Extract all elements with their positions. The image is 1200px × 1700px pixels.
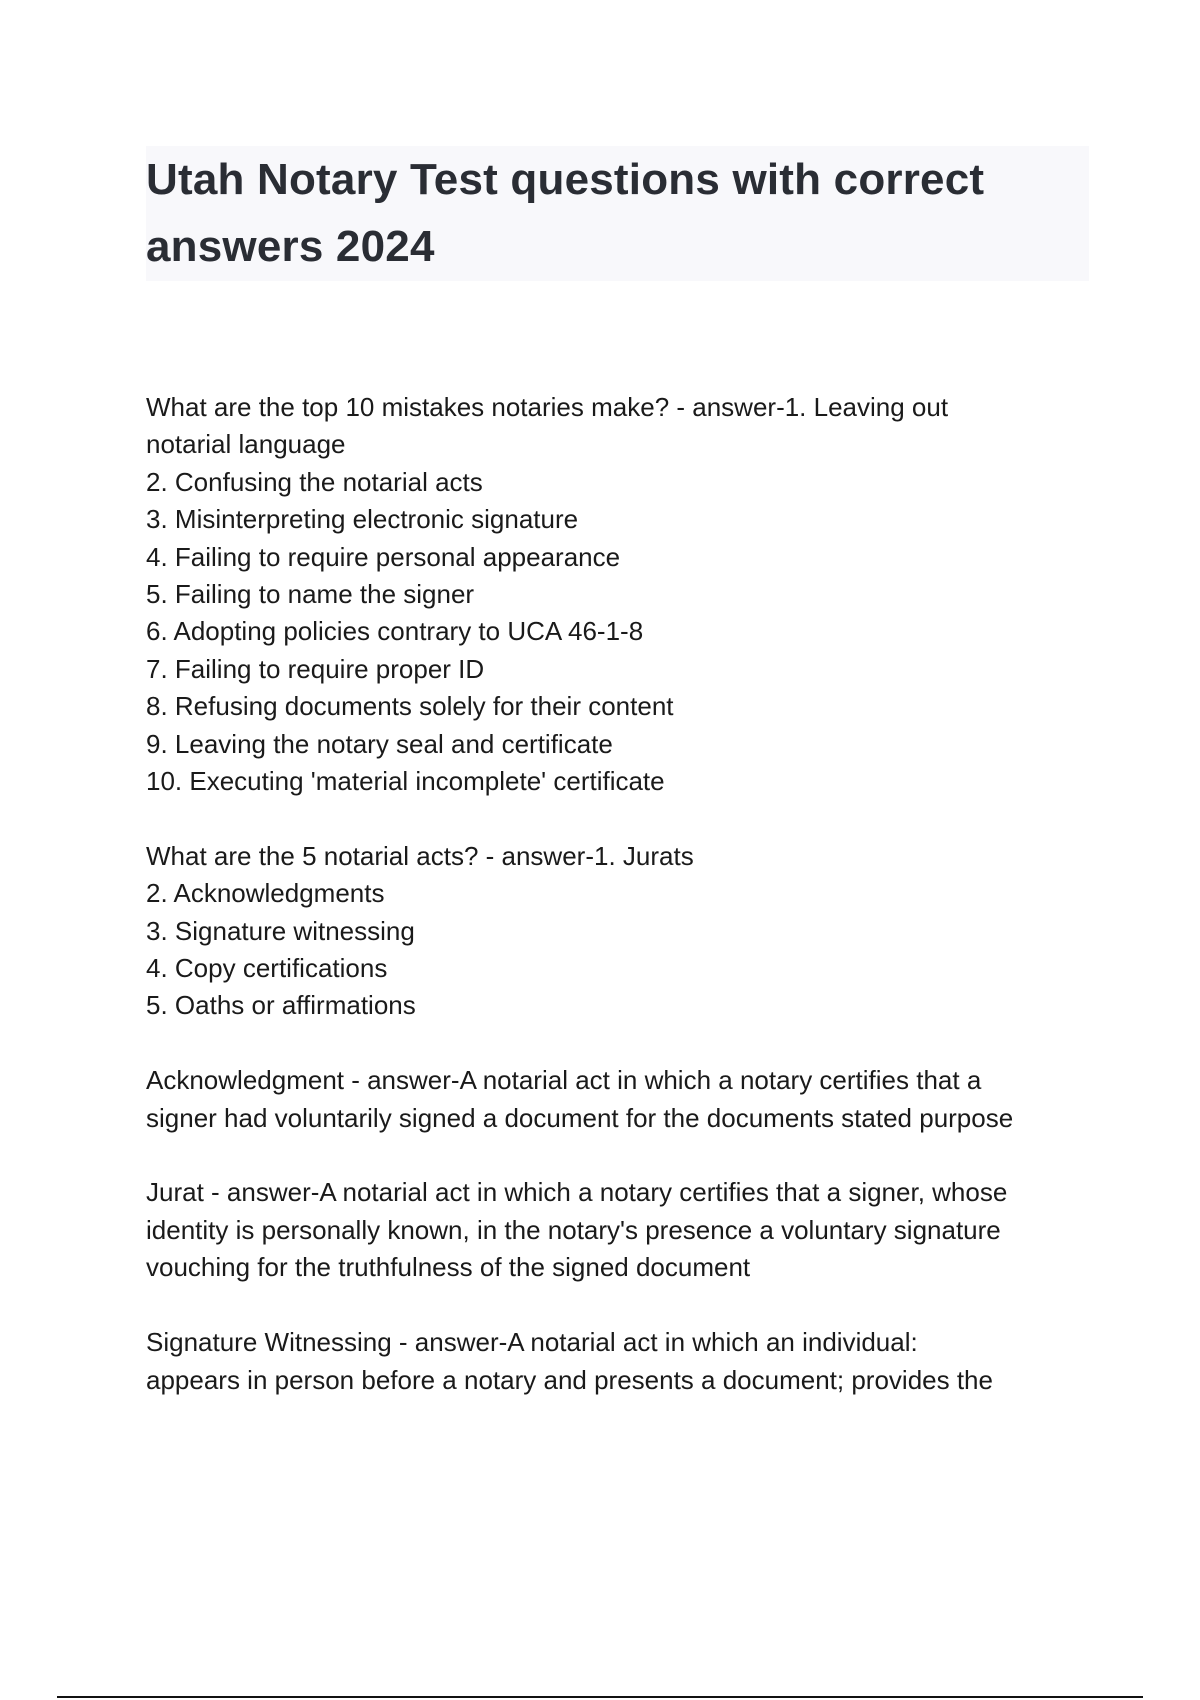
text-line: appears in person before a notary and presents a document; provides the xyxy=(146,1364,993,1395)
text-line: 4. Copy certifications xyxy=(146,953,388,984)
text-line: 5. Failing to name the signer xyxy=(146,579,475,610)
text-line: signer had voluntarily signed a document for the documents stated purpose xyxy=(146,1102,1014,1133)
text-line: 10. Executing 'material incomplete' certificate xyxy=(146,766,665,797)
text-line: What are the 5 notarial acts? - answer-1. Jurats xyxy=(146,840,694,871)
title-line: Utah Notary Test questions with correct xyxy=(146,155,985,204)
qa-item-top-10-mistakes xyxy=(146,389,1096,800)
qa-item-acknowledgment xyxy=(146,1062,1096,1137)
text-line: 2. Acknowledgments xyxy=(146,878,385,909)
text-line: Signature Witnessing - answer-A notarial act in which an individual: xyxy=(146,1327,918,1358)
text-line: 4. Failing to require personal appearance xyxy=(146,541,621,572)
text-line: 5. Oaths or affirmations xyxy=(146,990,416,1021)
qa-item-notarial-acts xyxy=(146,838,1096,1025)
text-line: identity is personally known, in the notary's presence a voluntary signature xyxy=(146,1214,1001,1245)
text-line: 9. Leaving the notary seal and certificate xyxy=(146,728,613,759)
text-line: What are the top 10 mistakes notaries make? - answer-1. Leaving out xyxy=(146,392,949,422)
qa-item-jurat xyxy=(146,1174,1096,1286)
text-line: 3. Signature witnessing xyxy=(146,915,415,946)
text-line: Jurat - answer-A notarial act in which a notary certifies that a signer, whose xyxy=(146,1177,1008,1208)
text-line: 7. Failing to require proper ID xyxy=(146,653,485,684)
text-line: 3. Misinterpreting electronic signature xyxy=(146,504,579,535)
text-line: 2. Confusing the notarial acts xyxy=(146,466,483,497)
text-line: 6. Adopting policies contrary to UCA 46-1-8 xyxy=(146,616,644,647)
text-line: Acknowledgment - answer-A notarial act in which a notary certifies that a xyxy=(146,1065,982,1096)
text-line: notarial language xyxy=(146,429,346,460)
footer-divider xyxy=(57,1696,1143,1698)
qa-item-signature-witnessing xyxy=(146,1324,1096,1399)
document-body xyxy=(146,389,1096,1436)
title-line: answers 2024 xyxy=(146,222,435,271)
title-block xyxy=(146,146,1089,281)
text-line: 8. Refusing documents solely for their content xyxy=(146,691,674,722)
text-line: vouching for the truthfulness of the signed document xyxy=(146,1252,751,1283)
page-title xyxy=(146,146,1089,280)
